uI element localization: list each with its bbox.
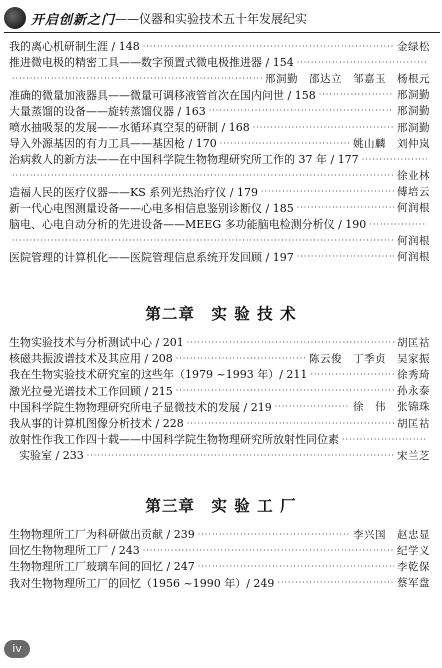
toc-section-1	[9, 38, 430, 265]
toc-entry[interactable]	[9, 399, 430, 415]
toc-entry-authors: 傅培云	[397, 186, 430, 199]
toc-entry[interactable]	[9, 558, 430, 574]
toc-entry-title: 准确的微量加液器具——微量可调移液管首次在国内问世 / 158	[9, 88, 316, 102]
toc-entry[interactable]	[9, 350, 430, 366]
toc-entry-title: 我的离心机研制生涯 / 148	[9, 40, 140, 54]
toc-entry-authors: 何润根	[397, 202, 430, 215]
running-header	[4, 4, 440, 33]
dot-leader	[143, 546, 394, 555]
dot-leader	[362, 155, 427, 164]
toc-entry-title: 造福人民的医疗仪器——KS 系列光热治疗仪 / 179	[9, 185, 258, 199]
toc-section-3	[9, 526, 430, 591]
toc-entry[interactable]	[9, 87, 430, 103]
toc-entry[interactable]	[9, 366, 430, 382]
toc-entry-title: 生物实验技术与分析测试中心 / 201	[9, 336, 184, 350]
dot-leader	[187, 419, 394, 428]
toc-entry-authors: 孙永泰	[397, 385, 430, 398]
toc-entry-title: 大量蒸馏的设备——旋转蒸馏仪器 / 163	[9, 104, 206, 118]
toc-entry-title: 推进微电极的精密工具——数字预置式微电极推进器 / 154	[9, 56, 294, 70]
toc-entry[interactable]	[9, 334, 430, 350]
dot-leader	[319, 90, 394, 99]
toc-entry[interactable]	[9, 447, 430, 463]
header-subtitle: ——仪器和实验技术五十年发展纪实	[115, 11, 308, 26]
toc-entry[interactable]	[9, 431, 430, 447]
dot-leader	[297, 58, 427, 67]
toc-entry-authors: 徐业林	[397, 170, 430, 183]
toc-entry-authors: 纪学义	[397, 544, 430, 557]
toc-entry[interactable]	[9, 526, 430, 542]
toc-entry-title: 回忆生物物理所工厂 / 243	[9, 544, 140, 558]
toc-entry-authors: 宋兰芝	[397, 449, 430, 462]
toc-entry-title: 脑电、心电自动分析的先进设备——MEEG 多功能脑电检测分析仪 / 190	[9, 218, 367, 232]
toc-entry-authors: 陈云俊 丁季贞 吴家振	[309, 352, 430, 365]
toc-entry-authors: 李兴国 赵忠显	[353, 528, 430, 541]
dot-leader	[369, 220, 427, 229]
dot-leader	[176, 386, 394, 395]
toc-entry-title: 实验室 / 233	[19, 449, 84, 463]
toc-entry[interactable]	[9, 184, 430, 200]
book-logo-icon	[4, 7, 26, 29]
dot-leader	[87, 451, 394, 460]
dot-leader	[12, 171, 394, 180]
dot-leader	[176, 354, 306, 363]
dot-leader	[143, 42, 394, 51]
toc-entry[interactable]	[9, 575, 430, 591]
toc-entry[interactable]	[9, 103, 430, 119]
toc-entry-authors: 蔡军盘	[397, 577, 430, 590]
toc-entry-authors: 胡匡祜	[397, 336, 430, 349]
toc-entry-title: 导入外源基因的有力工具——基因枪 / 170	[9, 137, 217, 151]
toc-entry-title: 喷水抽吸泵的发展——水循环真空泵的研制 / 168	[9, 121, 250, 135]
toc-entry[interactable]	[9, 248, 430, 264]
toc-entry-title: 我从事的计算机图像分析技术 / 228	[9, 417, 184, 431]
toc-entry[interactable]	[9, 232, 430, 248]
toc-entry-authors: 邢洞勤	[397, 105, 430, 118]
dot-leader	[220, 139, 350, 148]
toc-entry[interactable]	[9, 542, 430, 558]
toc-entry[interactable]	[9, 415, 430, 431]
toc-entry-authors: 邢洞勤 邵达立 邹嘉玉 杨根元	[265, 72, 430, 85]
dot-leader	[12, 74, 262, 83]
toc-entry-title: 治病救人的新方法——在中国科学院生物物理研究所工作的 37 年 / 177	[9, 153, 359, 167]
dot-leader	[297, 252, 394, 261]
toc-entry-title: 新一代心电图测量设备——心电多相信息鉴别诊断仪 / 185	[9, 201, 294, 215]
toc-entry[interactable]	[9, 135, 430, 151]
toc-entry[interactable]	[9, 216, 430, 232]
dot-leader	[277, 578, 394, 587]
dot-leader	[297, 203, 394, 212]
toc-entry-authors: 何润根	[397, 251, 430, 264]
toc-entry[interactable]	[9, 151, 430, 167]
toc-entry-authors: 李乾保	[397, 560, 430, 573]
toc-entry-title: 放射性作我工作四十载——中国科学院生物物理研究所放射性同位素	[9, 433, 339, 447]
dot-leader	[275, 402, 350, 411]
toc-entry-authors: 徐秀琦	[397, 368, 430, 381]
toc-entry-authors: 邢洞勤	[397, 121, 430, 134]
dot-leader	[187, 338, 394, 347]
chapter-2-heading: 第二章 实 验 技 术	[145, 305, 297, 323]
toc-entry-title: 激光拉曼光谱技术工作回顾 / 215	[9, 384, 173, 398]
toc-entry[interactable]	[9, 200, 430, 216]
toc-entry-authors: 姚山麟 刘仲岚	[353, 137, 430, 150]
dot-leader	[261, 187, 394, 196]
toc-entry[interactable]	[9, 70, 430, 86]
toc-entry-title: 生物物理所工厂玻璃车间的回忆 / 247	[9, 560, 195, 574]
dot-leader	[342, 435, 427, 444]
toc-entry-title: 生物物理所工厂为科研做出贡献 / 239	[9, 528, 195, 542]
toc-entry-authors: 金绿松	[397, 40, 430, 53]
dot-leader	[198, 530, 350, 539]
toc-entry[interactable]	[9, 168, 430, 184]
page-number: iv	[4, 640, 30, 658]
toc-entry-title: 核磁共振波谱技术及其应用 / 208	[9, 352, 173, 366]
toc-entry-authors: 胡匡祜	[397, 417, 430, 430]
toc-entry[interactable]	[9, 119, 430, 135]
toc-entry[interactable]	[9, 38, 430, 54]
toc-section-2	[9, 334, 430, 464]
toc-entry-authors: 邢洞勤	[397, 89, 430, 102]
dot-leader	[12, 236, 394, 245]
toc-entry-title: 我对生物物理所工厂的回忆（1956 ~1990 年）/ 249	[9, 576, 275, 590]
toc-entry-authors: 徐 伟 张锦珠	[353, 401, 430, 414]
toc-entry-title: 我在生物实验技术研究室的这些年（1979 ~1993 年）/ 211	[9, 368, 308, 382]
dot-leader	[310, 370, 394, 379]
header-brand: 开启创新之门	[31, 12, 116, 28]
toc-entry-title: 中国科学院生物物理研究所电子显微技术的发展 / 219	[9, 400, 272, 414]
dot-leader	[209, 106, 394, 115]
dot-leader	[198, 562, 394, 571]
toc-entry-title: 医院管理的计算机化——医院管理信息系统开发回顾 / 197	[9, 250, 294, 264]
toc-entry[interactable]	[9, 54, 430, 70]
toc-entry[interactable]	[9, 383, 430, 399]
chapter-3-heading: 第三章 实 验 工 厂	[145, 497, 297, 515]
dot-leader	[253, 123, 394, 132]
toc-entry-authors: 何润根	[397, 234, 430, 247]
